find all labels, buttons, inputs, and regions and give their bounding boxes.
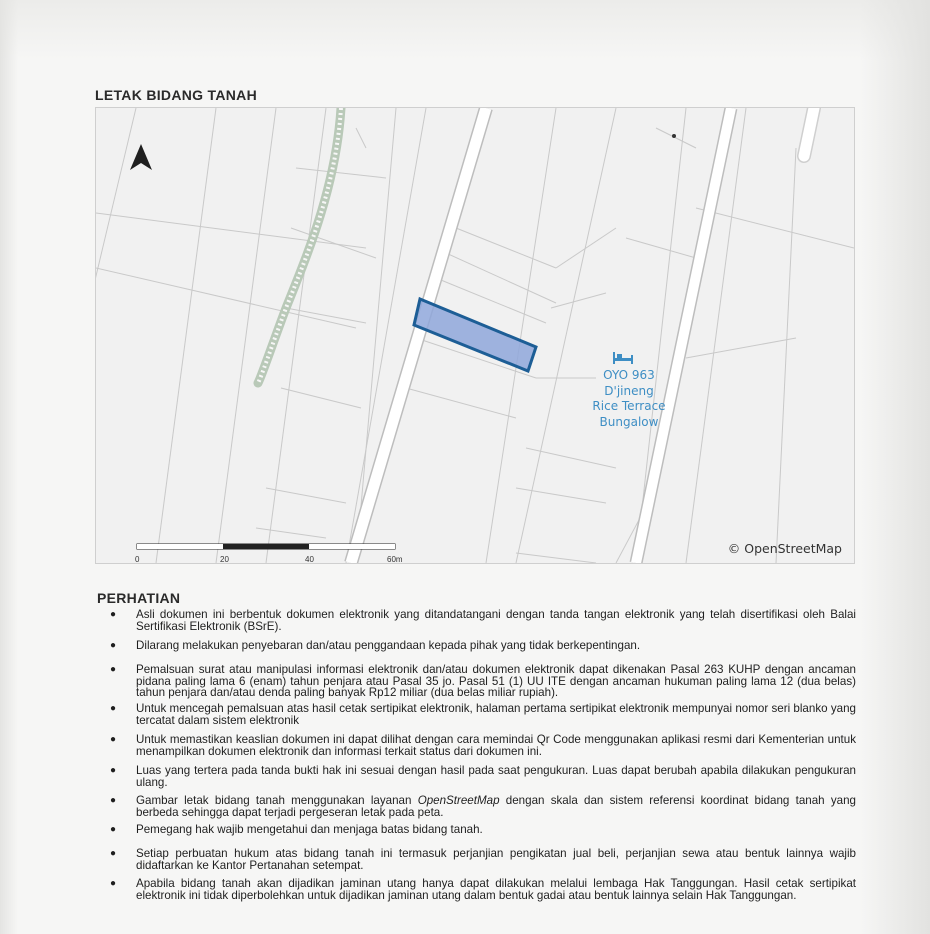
map-point-marker: [672, 134, 676, 138]
notice-text: Dilarang melakukan penyebaran dan/atau penggandaan kepada pihak yang tidak berkepentingan.: [136, 639, 641, 652]
map-canvas: [96, 108, 854, 563]
hotel-bed-icon: [613, 352, 633, 364]
notice-text: Apabila bidang tanah akan dijadikan jaminan utang hanya dapat dilakukan melalui lembaga Hak Tanggungan. Hasil cetak sertipikat elektronik ini tidak diperbolehkan untuk dijadikan jaminan utang dalam bentuk gadai atau bentuk lainnya selain Hak Tanggungan.: [136, 877, 856, 902]
notice-text: Pemegang hak wajib mengetahui dan menjaga batas bidang tanah.: [136, 823, 483, 836]
notice-item: [110, 765, 856, 788]
notice-item: [110, 664, 856, 699]
notice-item: [110, 640, 856, 652]
notice-item: [110, 878, 856, 901]
bullet-icon: ●: [110, 609, 117, 620]
bullet-icon: ●: [110, 795, 117, 806]
notice-item: [110, 703, 856, 726]
page-shadow: [0, 0, 930, 60]
notice-text: Asli dokumen ini berbentuk dokumen elektronik yang ditandatangani dengan tanda tangan elektronik yang telah disertifikasi oleh Balai Sertifikasi Elektronik (BSrE).: [136, 608, 856, 633]
bullet-icon: ●: [110, 703, 117, 714]
bullet-icon: ●: [110, 878, 117, 889]
notice-text: Untuk mencegah pemalsuan atas hasil cetak sertipikat elektronik, halaman pertama sertipikat elektronik mempunyai nomor seri blanko yang tercatat dalam sistem elektronik: [136, 702, 856, 727]
bullet-icon: ●: [110, 734, 117, 745]
map-section-title: LETAK BIDANG TANAH: [95, 87, 257, 103]
notice-section-title: PERHATIAN: [97, 590, 181, 606]
parcel-location-map[interactable]: [95, 107, 855, 564]
scale-label: 60m: [387, 555, 403, 564]
bullet-icon: ●: [110, 848, 117, 859]
page-shadow-left: [0, 0, 18, 934]
notice-text: Gambar letak bidang tanah menggunakan layanan OpenStreetMap dengan skala dan sistem referensi koordinat bidang tanah yang berbeda sehingga dapat terjadi pergeseran letak pada peta.: [136, 794, 856, 819]
notice-text: Setiap perbuatan hukum atas bidang tanah ini termasuk perjanjian pengikatan jual beli, perjanjian sewa atau bentuk lainnya wajib didaftarkan ke Kantor Pertanahan setempat.: [136, 847, 856, 872]
poi-label: [574, 368, 684, 430]
scale-label: 20: [220, 555, 229, 564]
north-arrow-icon: [130, 144, 152, 170]
second-road: [636, 108, 731, 563]
notice-item: [110, 609, 856, 632]
page-shadow-right: [860, 0, 930, 934]
poi-label-line: Rice Terrace: [592, 399, 666, 413]
poi-label-line: Bungalow: [599, 414, 659, 429]
bullet-icon: ●: [110, 640, 117, 651]
bullet-icon: ●: [110, 664, 117, 675]
notice-item: [110, 734, 856, 757]
bullet-icon: ●: [110, 765, 117, 776]
notice-item: [110, 824, 856, 836]
poi-label-line: OYO 963: [603, 368, 655, 382]
notice-text: Luas yang tertera pada tanda bukti hak ini sesuai dengan hasil pada saat pengukuran. Luas dapat berubah apabila dilakukan pengukuran ulang.: [136, 764, 856, 789]
notice-item: [110, 848, 856, 871]
land-parcel-highlight[interactable]: [414, 299, 536, 371]
bullet-icon: ●: [110, 824, 117, 835]
notice-text: Pemalsuan surat atau manipulasi informasi elektronik dan/atau dokumen elektronik dapat dikenakan Pasal 263 KUHP dengan ancaman pidana paling lama 6 (enam) tahun penjara atau Pasal 35 jo. Pasal 51 (1) UU ITE dengan ancaman hukuman paling lama 12 (dua belas) tahun penjara dan/atau denda paling banyak Rp12 miliar (dua belas miliar rupiah).: [136, 663, 856, 699]
notice-item: [110, 795, 856, 818]
notice-text: Untuk memastikan keaslian dokumen ini dapat dilihat dengan cara memindai Qr Code menggunakan aplikasi resmi dari Kementerian untuk menampilkan dokumen elektronik dan informasi terkait status dari dokumen ini.: [136, 733, 856, 758]
scale-label: 40: [305, 555, 314, 564]
osm-credit-link[interactable]: © OpenStreetMap: [727, 541, 842, 556]
poi-label-line: D'jineng: [604, 383, 654, 398]
scale-bar: [137, 544, 395, 549]
scale-label: 0: [135, 555, 140, 564]
